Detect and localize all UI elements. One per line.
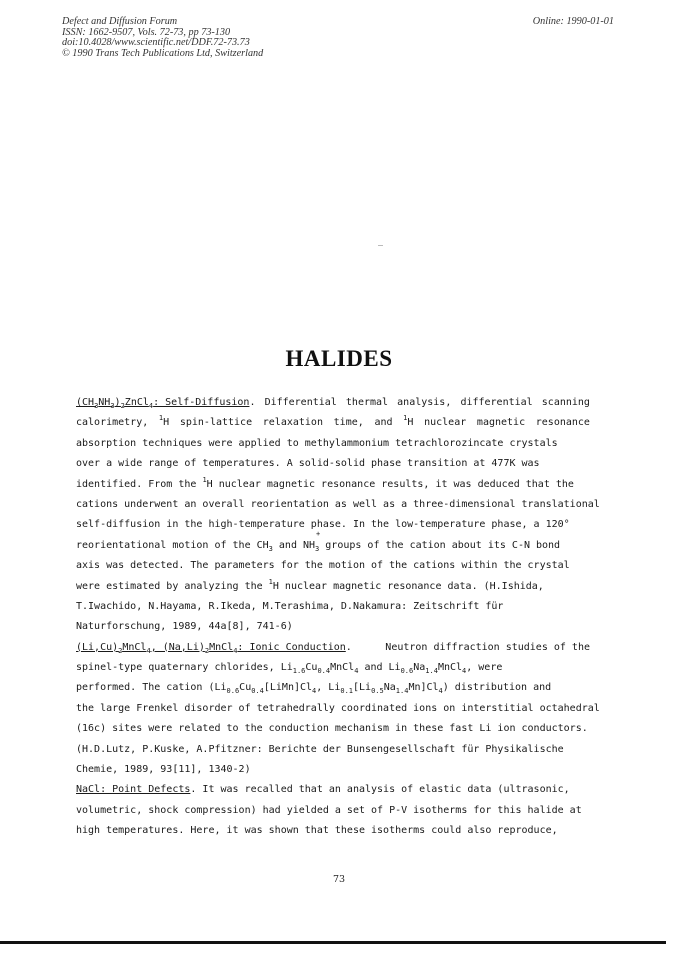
p3-line-3: high temperatures. Here, it was shown that these isotherms could also reproduce, bbox=[76, 825, 558, 837]
p1-line-7: self-diffusion in the high-temperature phase. In the low-temperature phase, a 120° bbox=[76, 519, 570, 531]
scan-artifact bbox=[378, 245, 383, 246]
p1-line-10: were estimated by analyzing the $^1$H nuclear magnetic resonance data. (H.Ishida, bbox=[76, 577, 544, 592]
p2-line-7: Chemie, 1989, 93[11], 1340-2) bbox=[76, 764, 251, 776]
p2-line-1: $(Li,Cu)_2MnCl_4$, $(Na,Li)_2MnCl_4$: Ionic Conduction. Neutron diffraction studies of the bbox=[76, 638, 590, 658]
p1-line-1: $(CH_3NH_3)_2ZnCl_4$: Self-Diffusion. Differential thermal analysis, differential scanning bbox=[76, 393, 590, 413]
p2-line-3: performed. The cation ($Li_{0.6}Cu_{0.4}[LiMn]Cl_4$, $Li_{0.1}[Li_{0.5}Na_{1.4}Mn]Cl_4$) distribution and bbox=[76, 682, 552, 696]
p2-line-4: the large Frenkel disorder of tetrahedrally coordinated ions on interstitial octahedral bbox=[76, 702, 600, 714]
article-body bbox=[76, 393, 600, 842]
p1-line-9: axis was detected. The parameters for the motion of the cations within the crystal bbox=[76, 560, 570, 572]
p3-heading: NaCl: Point Defects bbox=[76, 784, 191, 796]
p1-line-3: absorption techniques were applied to methylammonium tetrachlorozincate crystals bbox=[76, 437, 558, 449]
section-title: HALIDES bbox=[285, 346, 393, 371]
p2-heading: $(Li,Cu)_2MnCl_4$, $(Na,Li)_2MnCl_4$: Ionic Conduction. bbox=[76, 641, 352, 655]
copyright-line: © 1990 Trans Tech Publications Ltd, Switzerland bbox=[62, 47, 264, 59]
p3-line-2: volumetric, shock compression) had yielded a set of P-V isotherms for this halide at bbox=[76, 804, 582, 816]
online-date: Online: 1990-01-01 bbox=[532, 16, 614, 27]
p2-line-5: (16c) sites were related to the conduction mechanism in these fast Li ion conductors. bbox=[76, 723, 588, 735]
p1-line-12: Naturforschung, 1989, 44a[8], 741-6) bbox=[76, 621, 293, 633]
p1-line-5: identified. From the $^1$H nuclear magnetic resonance results, it was deduced that the bbox=[76, 475, 574, 490]
p1-line-11: T.Iwachido, N.Hayama, R.Ikeda, M.Terashima, D.Nakamura: Zeitschrift für bbox=[76, 600, 504, 612]
p1-line-8: reorientational motion of the $CH_3$ and NH + $_3$ groups of the cation about its C-N bond bbox=[76, 529, 561, 553]
p2-line-2: spinel-type quaternary chlorides, $Li_{1.6}Cu_{0.4}MnCl_4$ and $Li_{0.6}Na_{1.4}MnCl_4$, were bbox=[76, 662, 503, 676]
p3-line-1: NaCl: Point Defects. It was recalled that an analysis of elastic data (ultrasonic, bbox=[76, 784, 570, 796]
p2-line-6: (H.D.Lutz, P.Kuske, A.Pfitzner: Berichte der Bunsengesellschaft für Physikalische bbox=[76, 743, 564, 755]
issn-line: ISSN: 1662-9507, Vols. 72-73, pp 73-130 bbox=[62, 26, 231, 38]
p1-line-2: calorimetry, $^1$H spin-lattice relaxation time, and $^1$H nuclear magnetic resonance bbox=[76, 414, 590, 429]
page-number: 73 bbox=[332, 874, 346, 885]
p1-line-4: over a wide range of temperatures. A solid-solid phase transition at 477K was bbox=[76, 458, 540, 470]
doi-line: doi:10.4028/www.scientific.net/DDF.72-73.73 bbox=[62, 37, 250, 49]
footer-rule bbox=[0, 941, 666, 944]
journal-header bbox=[62, 17, 263, 59]
p1-line-6: cations underwent an overall reorientation as well as a three-dimensional translational bbox=[76, 498, 600, 510]
p1-heading: $(CH_3NH_3)_2ZnCl_4$: Self-Diffusion. bbox=[76, 397, 256, 410]
journal-name: Defect and Diffusion Forum bbox=[62, 16, 178, 27]
